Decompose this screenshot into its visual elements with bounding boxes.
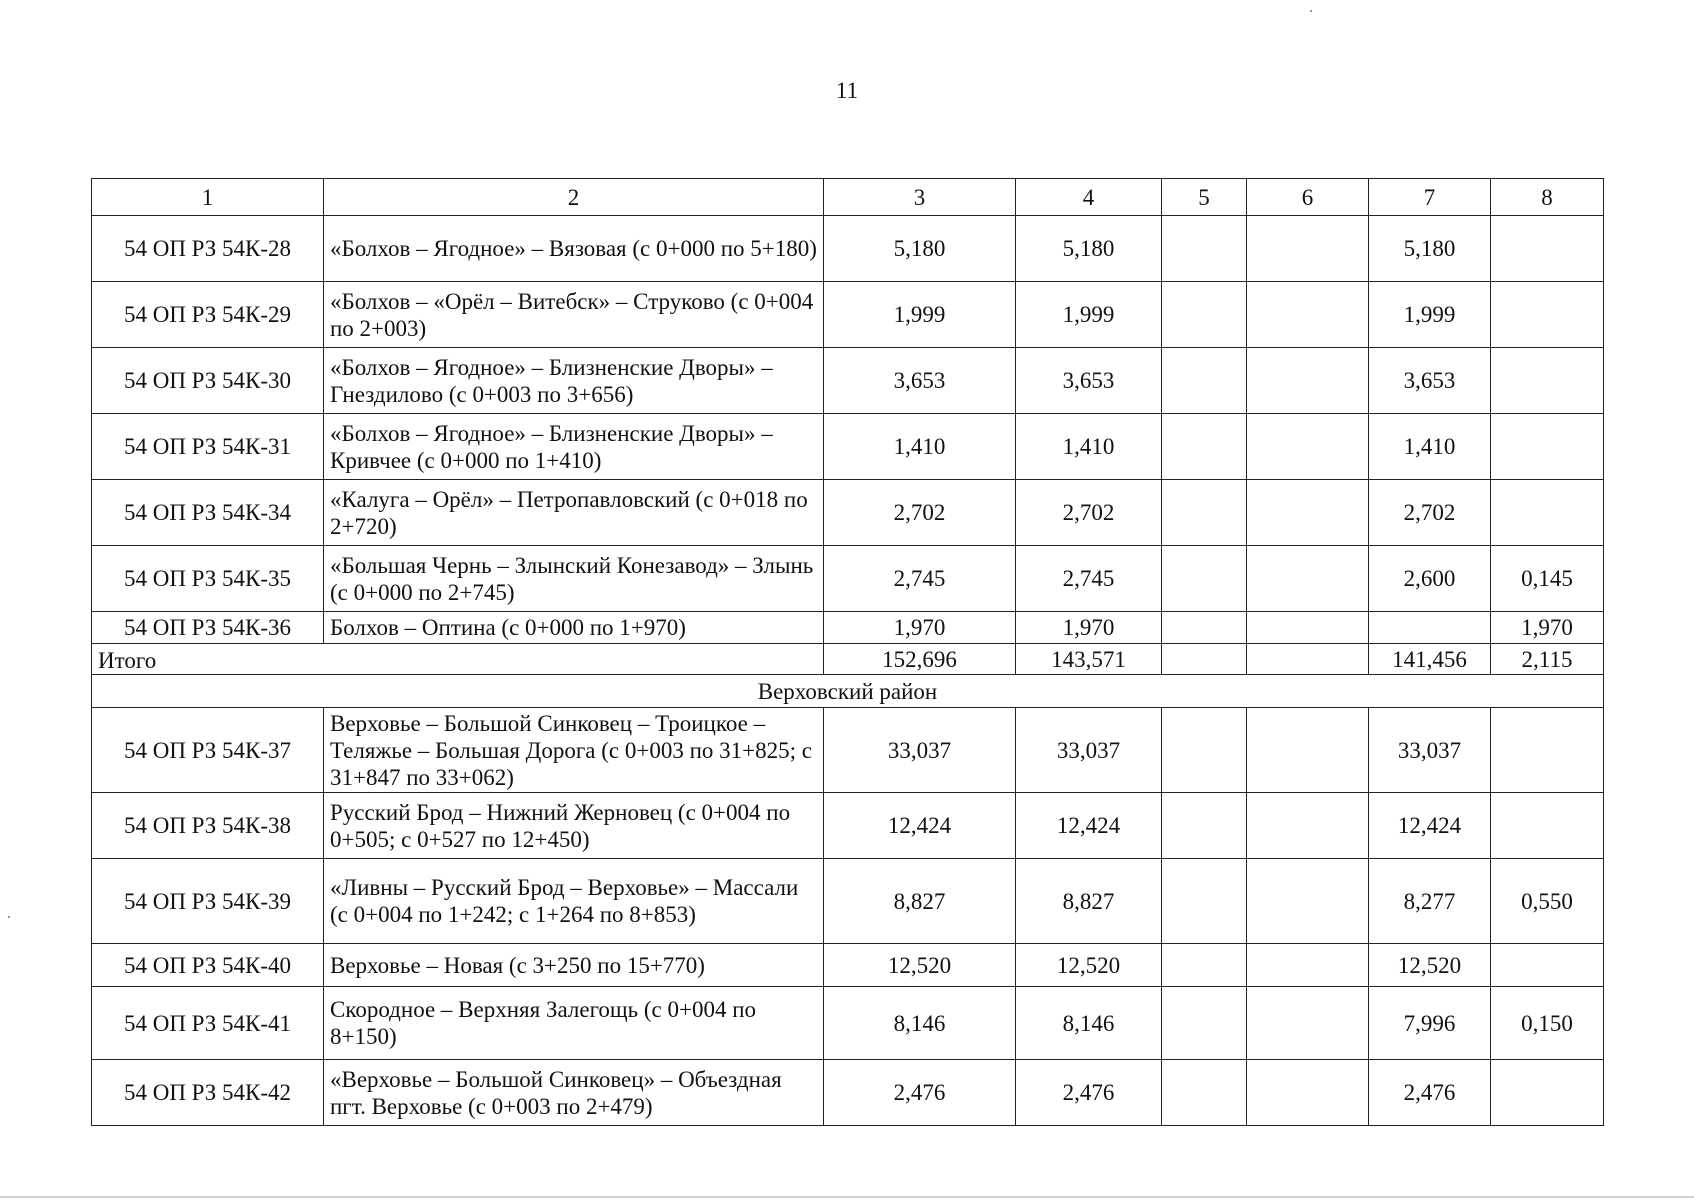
cell-col8 — [1491, 414, 1604, 480]
column-header: 1 — [92, 179, 324, 216]
total-col4: 143,571 — [1016, 644, 1162, 675]
column-header: 4 — [1016, 179, 1162, 216]
cell-col4: 2,745 — [1016, 546, 1162, 612]
column-number-row — [92, 179, 1604, 216]
scan-speck — [1310, 10, 1312, 12]
cell-col4: 8,146 — [1016, 987, 1162, 1060]
cell-col5 — [1162, 987, 1247, 1060]
cell-col8 — [1491, 793, 1604, 859]
cell-col3: 8,146 — [824, 987, 1016, 1060]
road-name: «Верховье – Большой Синковец» – Объездная пгт. Верховье (с 0+003 по 2+479) — [324, 1060, 824, 1126]
cell-col8 — [1491, 1060, 1604, 1126]
road-name: «Болхов – Ягодное» – Вязовая (с 0+000 по 5+180) — [324, 216, 824, 282]
cell-col5 — [1162, 612, 1247, 644]
cell-col6 — [1247, 793, 1369, 859]
cell-col4: 8,827 — [1016, 859, 1162, 944]
cell-col5 — [1162, 414, 1247, 480]
cell-col4: 2,702 — [1016, 480, 1162, 546]
cell-col8: 0,150 — [1491, 987, 1604, 1060]
cell-col7: 8,277 — [1369, 859, 1491, 944]
road-code: 54 ОП РЗ 54К-37 — [92, 708, 324, 793]
cell-col3: 33,037 — [824, 708, 1016, 793]
page-number: 11 — [835, 78, 859, 103]
cell-col3: 8,827 — [824, 859, 1016, 944]
road-name: «Болхов – Ягодное» – Близненские Дворы» – Гнездилово (с 0+003 по 3+656) — [324, 348, 824, 414]
cell-col3: 1,970 — [824, 612, 1016, 644]
road-name: «Болхов – «Орёл – Витебск» – Струково (с 0+004 по 2+003) — [324, 282, 824, 348]
cell-col4: 12,520 — [1016, 944, 1162, 987]
cell-col6 — [1247, 546, 1369, 612]
cell-col4: 3,653 — [1016, 348, 1162, 414]
cell-col6 — [1247, 708, 1369, 793]
roads-table — [91, 178, 1604, 1126]
cell-col3: 12,424 — [824, 793, 1016, 859]
cell-col5 — [1162, 348, 1247, 414]
road-code: 54 ОП РЗ 54К-28 — [92, 216, 324, 282]
cell-col7: 2,476 — [1369, 1060, 1491, 1126]
cell-col3: 2,745 — [824, 546, 1016, 612]
cell-col7: 7,996 — [1369, 987, 1491, 1060]
table-row — [92, 944, 1604, 987]
cell-col8 — [1491, 480, 1604, 546]
cell-col5 — [1162, 282, 1247, 348]
total-col7: 141,456 — [1369, 644, 1491, 675]
column-header: 2 — [324, 179, 824, 216]
total-col3: 152,696 — [824, 644, 1016, 675]
cell-col8: 0,145 — [1491, 546, 1604, 612]
total-col5 — [1162, 644, 1247, 675]
road-code: 54 ОП РЗ 54К-30 — [92, 348, 324, 414]
cell-col7: 1,999 — [1369, 282, 1491, 348]
cell-col8 — [1491, 348, 1604, 414]
cell-col6 — [1247, 216, 1369, 282]
cell-col8 — [1491, 282, 1604, 348]
road-code: 54 ОП РЗ 54К-36 — [92, 612, 324, 644]
cell-col5 — [1162, 1060, 1247, 1126]
table-row — [92, 612, 1604, 644]
scan-speck — [8, 916, 10, 918]
table-row — [92, 546, 1604, 612]
total-col8: 2,115 — [1491, 644, 1604, 675]
cell-col8 — [1491, 944, 1604, 987]
cell-col5 — [1162, 216, 1247, 282]
road-code: 54 ОП РЗ 54К-35 — [92, 546, 324, 612]
road-name: Болхов – Оптина (с 0+000 по 1+970) — [324, 612, 824, 644]
cell-col6 — [1247, 1060, 1369, 1126]
road-code: 54 ОП РЗ 54К-34 — [92, 480, 324, 546]
district-heading: Верховский район — [92, 675, 1604, 708]
cell-col6 — [1247, 987, 1369, 1060]
road-code: 54 ОП РЗ 54К-42 — [92, 1060, 324, 1126]
table-row — [92, 282, 1604, 348]
cell-col7: 1,410 — [1369, 414, 1491, 480]
road-name: Скородное – Верхняя Залегощь (с 0+004 по 8+150) — [324, 987, 824, 1060]
cell-col7: 2,702 — [1369, 480, 1491, 546]
cell-col3: 2,476 — [824, 1060, 1016, 1126]
cell-col3: 1,999 — [824, 282, 1016, 348]
cell-col7 — [1369, 612, 1491, 644]
road-code: 54 ОП РЗ 54К-31 — [92, 414, 324, 480]
table-row — [92, 793, 1604, 859]
road-code: 54 ОП РЗ 54К-38 — [92, 793, 324, 859]
total-label: Итого — [92, 644, 824, 675]
cell-col7: 12,520 — [1369, 944, 1491, 987]
column-header: 8 — [1491, 179, 1604, 216]
cell-col3: 12,520 — [824, 944, 1016, 987]
cell-col3: 1,410 — [824, 414, 1016, 480]
column-header: 3 — [824, 179, 1016, 216]
road-code: 54 ОП РЗ 54К-29 — [92, 282, 324, 348]
district-row — [92, 675, 1604, 708]
cell-col4: 5,180 — [1016, 216, 1162, 282]
cell-col8 — [1491, 216, 1604, 282]
table-row — [92, 480, 1604, 546]
table-row — [92, 708, 1604, 793]
cell-col7: 12,424 — [1369, 793, 1491, 859]
cell-col4: 12,424 — [1016, 793, 1162, 859]
cell-col5 — [1162, 859, 1247, 944]
cell-col6 — [1247, 414, 1369, 480]
cell-col5 — [1162, 480, 1247, 546]
column-header: 7 — [1369, 179, 1491, 216]
table-row — [92, 859, 1604, 944]
total-row — [92, 644, 1604, 675]
road-name: «Болхов – Ягодное» – Близненские Дворы» – Кривчее (с 0+000 по 1+410) — [324, 414, 824, 480]
cell-col4: 1,999 — [1016, 282, 1162, 348]
cell-col7: 3,653 — [1369, 348, 1491, 414]
cell-col5 — [1162, 793, 1247, 859]
table-row — [92, 414, 1604, 480]
road-name: «Калуга – Орёл» – Петропавловский (с 0+018 по 2+720) — [324, 480, 824, 546]
cell-col5 — [1162, 944, 1247, 987]
cell-col7: 5,180 — [1369, 216, 1491, 282]
road-name: «Ливны – Русский Брод – Верховье» – Массали (с 0+004 по 1+242; с 1+264 по 8+853) — [324, 859, 824, 944]
cell-col6 — [1247, 348, 1369, 414]
cell-col6 — [1247, 282, 1369, 348]
road-name: «Большая Чернь – Злынский Конезавод» – Злынь (с 0+000 по 2+745) — [324, 546, 824, 612]
cell-col4: 2,476 — [1016, 1060, 1162, 1126]
column-header: 5 — [1162, 179, 1247, 216]
table-row — [92, 1060, 1604, 1126]
road-code: 54 ОП РЗ 54К-41 — [92, 987, 324, 1060]
cell-col8: 1,970 — [1491, 612, 1604, 644]
cell-col5 — [1162, 546, 1247, 612]
cell-col8 — [1491, 708, 1604, 793]
road-name: Верховье – Новая (с 3+250 по 15+770) — [324, 944, 824, 987]
cell-col4: 33,037 — [1016, 708, 1162, 793]
cell-col7: 33,037 — [1369, 708, 1491, 793]
road-code: 54 ОП РЗ 54К-40 — [92, 944, 324, 987]
cell-col7: 2,600 — [1369, 546, 1491, 612]
cell-col3: 3,653 — [824, 348, 1016, 414]
column-header: 6 — [1247, 179, 1369, 216]
table-row — [92, 216, 1604, 282]
table-row — [92, 987, 1604, 1060]
cell-col6 — [1247, 859, 1369, 944]
road-code: 54 ОП РЗ 54К-39 — [92, 859, 324, 944]
cell-col6 — [1247, 944, 1369, 987]
road-name: Верховье – Большой Синковец – Троицкое – Теляжье – Большая Дорога (с 0+003 по 31+825; с 31+847 по 33+062) — [324, 708, 824, 793]
cell-col8: 0,550 — [1491, 859, 1604, 944]
scan-edge-line — [0, 1196, 1694, 1198]
road-name: Русский Брод – Нижний Жерновец (с 0+004 по 0+505; с 0+527 по 12+450) — [324, 793, 824, 859]
cell-col4: 1,410 — [1016, 414, 1162, 480]
total-col6 — [1247, 644, 1369, 675]
table-row — [92, 348, 1604, 414]
cell-col6 — [1247, 612, 1369, 644]
cell-col4: 1,970 — [1016, 612, 1162, 644]
cell-col3: 2,702 — [824, 480, 1016, 546]
cell-col5 — [1162, 708, 1247, 793]
cell-col3: 5,180 — [824, 216, 1016, 282]
cell-col6 — [1247, 480, 1369, 546]
